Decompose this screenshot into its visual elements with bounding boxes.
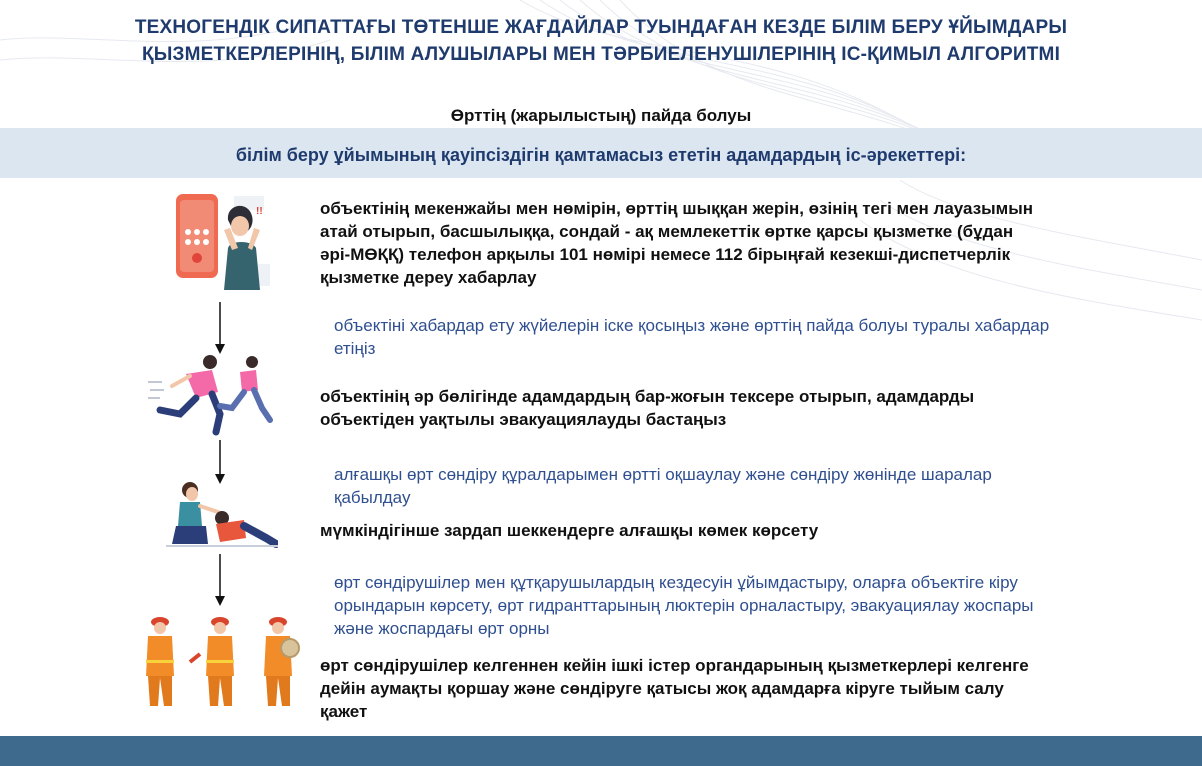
flow-arrow-1 (210, 302, 230, 354)
svg-text:!!: !! (256, 206, 263, 217)
first-aid-icon (166, 476, 278, 550)
note-2-text: алғашқы өрт сөндіру құралдарымен өртті оқшаулау және сөндіру жөнінде шаралар қабылдау (334, 465, 992, 507)
page-title: ТЕХНОГЕНДІК СИПАТТАҒЫ ТӨТЕНШЕ ЖАҒДАЙЛАР ТУЫНДАҒАН КЕЗДЕ БІЛІМ БЕРУ ҰЙЫМДАРЫ ҚЫЗМЕТКЕРЛЕРІНІҢ, БІЛІМ АЛУШЫЛАРЫ МЕН ТӘРБИЕЛЕНУШІЛЕРІНІҢ ІС-ҚИМЫЛ АЛГОРИТМІ (134, 17, 1068, 65)
step-3-text: мүмкіндігінше зардап шеккендерге алғашқы көмек көрсету (320, 521, 819, 540)
phone-call-icon (168, 190, 276, 292)
band-heading: білім беру ұйымының қауіпсіздігін қамтамасыз ететін адамдардың іс-әрекеттері: (235, 145, 967, 165)
page-subtitle: Өрттің (жарылыстың) пайда болуы (450, 106, 752, 125)
note-1-text: объектіні хабардар ету жүйелерін іске қосыңыз және өрттің пайда болуы туралы хабардар етіңіз (334, 316, 1050, 358)
step-4-text: өрт сөндірушілер келгеннен кейін ішкі істер органдарының қызметкерлері келгенге дейін аумақты қоршау және сөндіруге қатысы жоқ адамдарға кіруге тыйым салу қажет (320, 656, 1029, 721)
step-2-text: объектінің әр бөлігінде адамдардың бар-жоғын тексере отырып, адамдарды объектіден уақтылы эвакуациялауды бастаңыз (320, 387, 975, 429)
note-3-text: өрт сөндірушілер мен құтқарушылардың кездесуін ұйымдастыру, оларға объектіге кіру орындарын көрсету, өрт гидранттарының люктерін орналастыру, эвакуациялау жоспары және жоспардағы өрт орны (334, 573, 1034, 638)
flow-arrow-3 (210, 554, 230, 606)
running-people-icon (146, 352, 276, 436)
flow-arrow-2 (210, 440, 230, 484)
step-1-text: объектінің мекенжайы мен нөмірін, өрттің шыққан жерін, өзінің тегі мен лауазымын атай отырып, басшылыққа, сондай - ақ мемлекеттік өртке қарсы қызметке (бұдан әрі-МӨҚҚ) телефон арқылы 101 нөмірі немесе 112 бірыңғай кезекші-диспетчерлік қызметке дереу хабарлау (320, 199, 1034, 287)
footer-bar (0, 736, 1202, 766)
firefighters-icon (136, 614, 302, 714)
